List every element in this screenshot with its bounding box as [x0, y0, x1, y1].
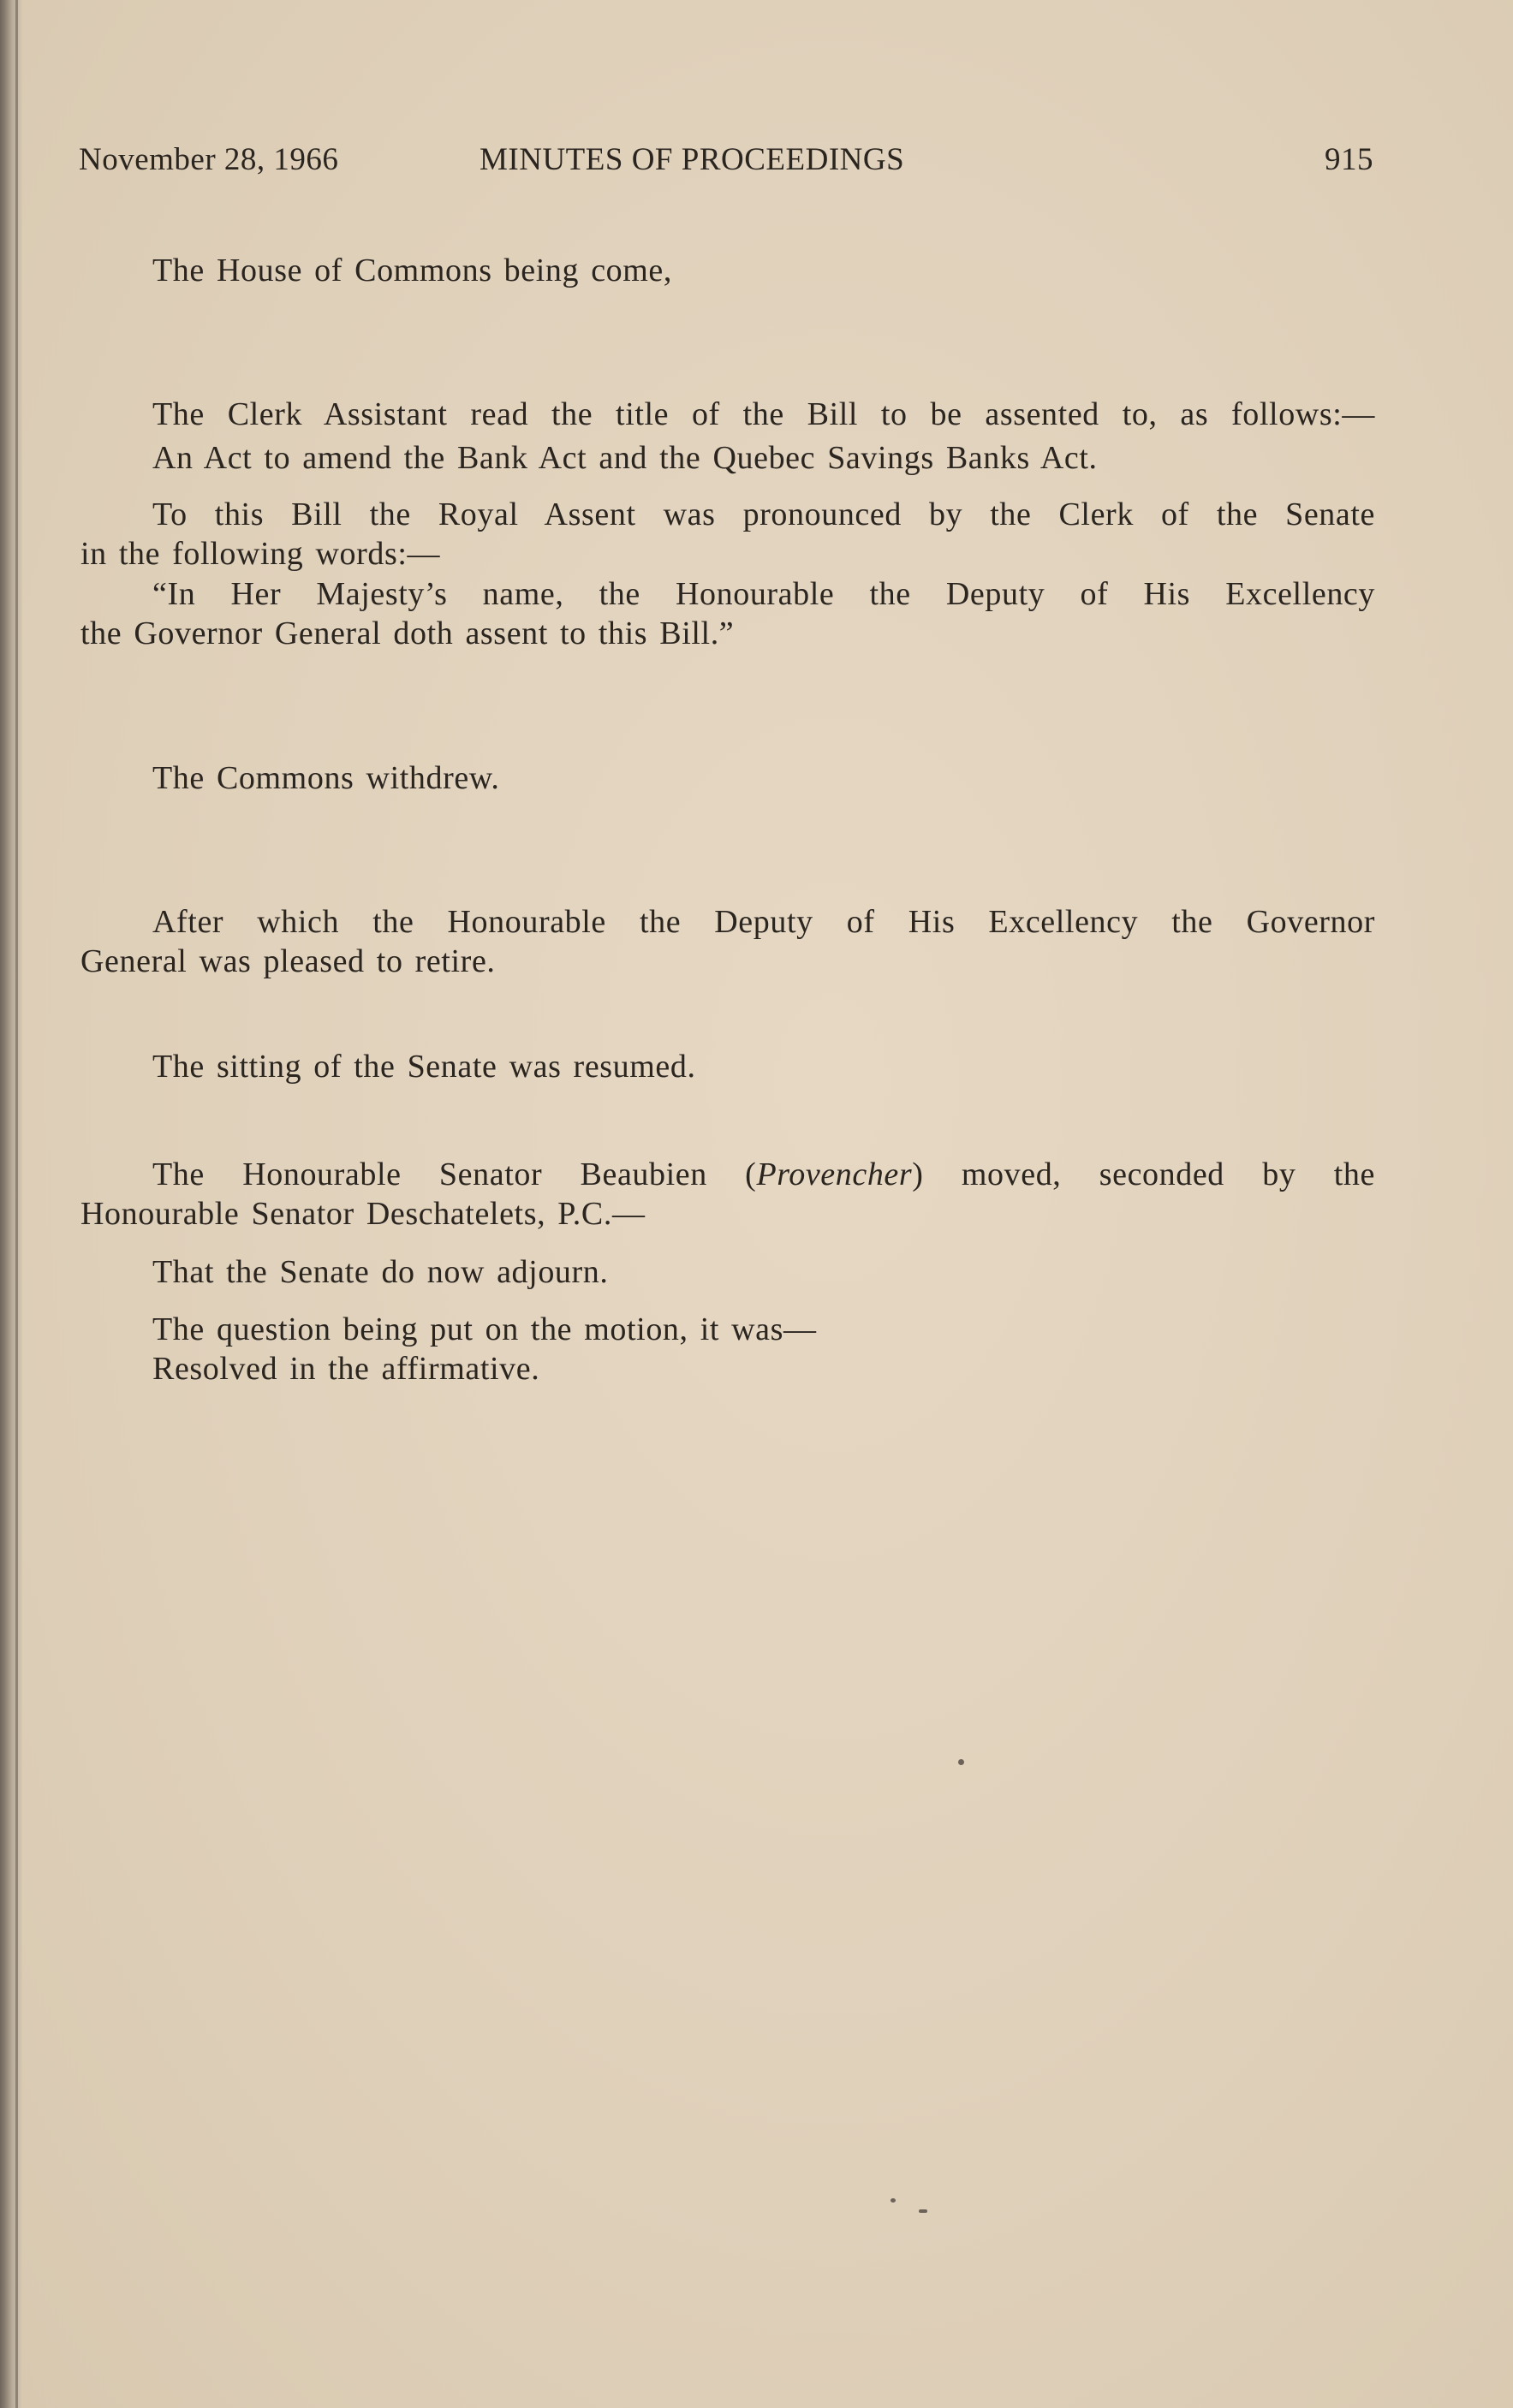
paragraph-line: in the following words:— [80, 536, 441, 572]
paragraph-line: “In Her Majesty’s name, the Honourable the Deputy of His Excellency [152, 576, 1375, 612]
paragraph-sitting-resumed [80, 1047, 1375, 1086]
paragraph-line: The House of Commons being come, [152, 253, 672, 288]
paper-speck [891, 2198, 896, 2203]
bill-title: An Act to amend the Bank Act and the Quebec Savings Banks Act. [152, 440, 1098, 476]
paragraph-adjourn [80, 1252, 1375, 1292]
page-header [79, 141, 1373, 184]
paragraph-line: Honourable Senator Deschatelets, P.C.— [80, 1196, 646, 1232]
page-binding-edge [0, 0, 22, 2408]
paragraph-line: the Governor General doth assent to this Bill.” [80, 615, 735, 651]
paragraph-motion [80, 1155, 1375, 1234]
paper-speck [958, 1759, 964, 1765]
paragraph-deputy-retire [80, 902, 1375, 981]
paragraph-line: That the Senate do now adjourn. [152, 1254, 609, 1290]
motion-text-italic: Provencher [756, 1156, 913, 1192]
paragraph-question-put [80, 1310, 1375, 1388]
paragraph-commons-come [80, 251, 1375, 290]
paragraph-line: To this Bill the Royal Assent was pronounced by the Clerk of the Senate [152, 496, 1375, 532]
paragraph-commons-withdrew [80, 758, 1375, 798]
paragraph-line: The sitting of the Senate was resumed. [152, 1049, 696, 1085]
paragraph-line: The Commons withdrew. [152, 760, 500, 796]
motion-text-b: ) moved, seconded by the [912, 1156, 1375, 1192]
paragraph-line [80, 1155, 1375, 1194]
motion-text-a: The Honourable Senator Beaubien ( [152, 1156, 757, 1192]
paragraph-clerk-assistant [80, 395, 1375, 478]
paragraph-line: The Clerk Assistant read the title of the Bill to be assented to, as follows:— [152, 396, 1375, 432]
paragraph-line: Resolved in the affirmative. [152, 1351, 540, 1387]
header-date: November 28, 1966 [79, 142, 339, 177]
paragraph-royal-assent [80, 495, 1375, 574]
paragraph-assent-words [80, 574, 1375, 653]
page-number: 915 [1325, 142, 1373, 177]
paragraph-line: General was pleased to retire. [80, 943, 496, 979]
header-running-title: MINUTES OF PROCEEDINGS [480, 142, 905, 177]
paragraph-line: After which the Honourable the Deputy of His Excellency the Governor [152, 904, 1375, 940]
page-binding-line [15, 0, 18, 2408]
paragraph-line: The question being put on the motion, it was— [152, 1311, 817, 1347]
paper-speck [919, 2209, 927, 2213]
